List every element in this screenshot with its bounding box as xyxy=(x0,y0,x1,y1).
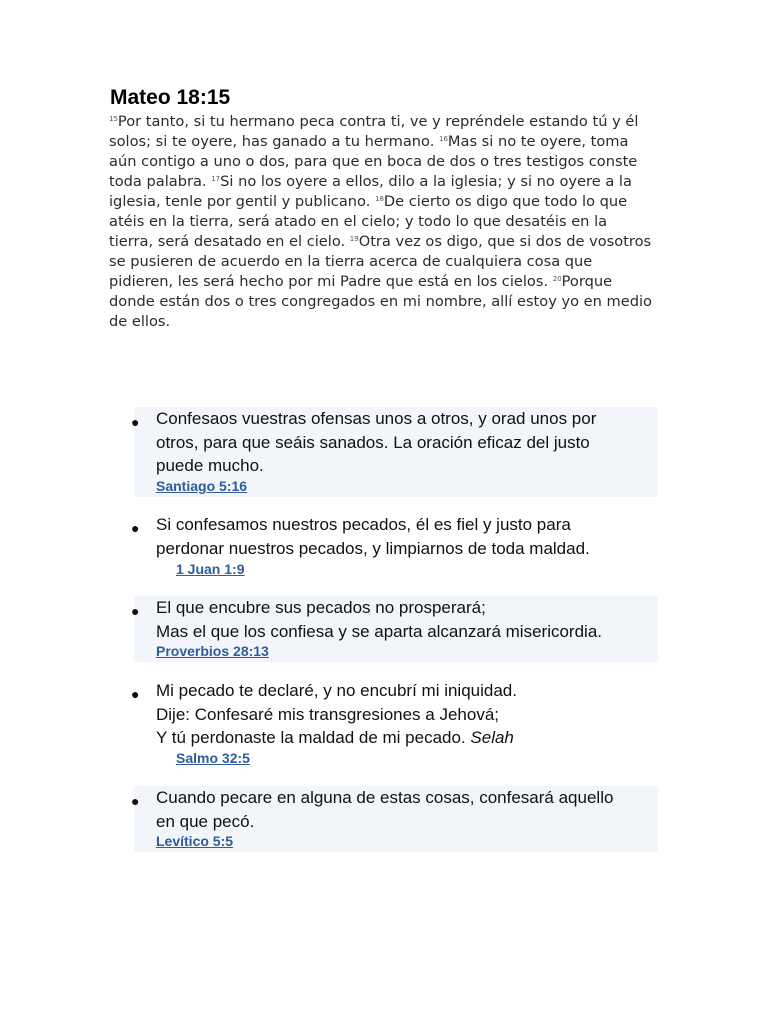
verse-text: Si no los oyere a ellos, dilo a la iglesia; y si no oyere a la iglesia, tenle por gentil y publicano. xyxy=(109,173,632,210)
bullet-icon: ● xyxy=(131,686,140,702)
reference-line: Dije: Confesaré mis transgresiones a Jehová; xyxy=(156,704,499,724)
selah-emphasis: Selah xyxy=(470,728,514,747)
reference-line: perdonar nuestros pecados, y limpiarnos de toda maldad. xyxy=(156,538,590,558)
reference-line: otros, para que seáis sanados. La oración eficaz del justo xyxy=(156,432,590,452)
verse-text: De cierto os digo que todo lo que atéis en la tierra, será atado en el cielo; y todo lo que desatéis en la tierra, será desatado en el cielo. xyxy=(109,193,628,250)
reference-link-santiago[interactable]: Santiago 5:16 xyxy=(156,478,248,494)
verse-number: 15 xyxy=(109,115,118,123)
reference-link-levitico[interactable]: Levítico 5:5 xyxy=(156,833,234,849)
reference-line xyxy=(156,726,652,750)
verse-text: Por tanto, si tu hermano peca contra ti, ve y repréndele estando tú y él solos; si te oyere, has ganado a tu hermano. xyxy=(109,113,639,150)
list-item xyxy=(131,513,658,581)
verse-number: 17 xyxy=(211,175,221,183)
bullet-icon: ● xyxy=(131,520,140,536)
reference-text xyxy=(156,679,652,750)
reference-line: Si confesamos nuestros pecados, él es fiel y justo para xyxy=(156,515,571,534)
reference-line: en que pecó. xyxy=(156,811,255,831)
reference-line: El que encubre sus pecados no prosperará; xyxy=(156,598,486,617)
list-item xyxy=(131,407,658,497)
reference-line: puede mucho. xyxy=(156,456,264,475)
list-item xyxy=(131,596,658,662)
list-item xyxy=(131,679,658,771)
passage-heading: Mateo 18:15 xyxy=(110,86,231,109)
verse-number: 18 xyxy=(374,195,384,203)
reference-text xyxy=(156,596,652,643)
reference-line-text: Y tú perdonaste la maldad de mi pecado. xyxy=(156,728,471,747)
verse-number: 19 xyxy=(349,235,359,243)
bullet-icon: ● xyxy=(131,414,140,430)
bullet-icon: ● xyxy=(131,793,140,809)
reference-text xyxy=(156,407,652,478)
reference-line: Mas el que los confiesa y se aparta alcanzará misericordia. xyxy=(156,621,602,641)
reference-text xyxy=(156,513,652,560)
verse-number: 16 xyxy=(438,135,448,143)
reference-line: Cuando pecare en alguna de estas cosas, confesará aquello xyxy=(156,788,614,807)
reference-line: Mi pecado te declaré, y no encubrí mi iniquidad. xyxy=(156,681,517,700)
reference-text xyxy=(156,786,652,833)
reference-link-proverbios[interactable]: Proverbios 28:13 xyxy=(156,643,269,659)
verse-number: 20 xyxy=(552,275,562,283)
reference-link-juan[interactable]: 1 Juan 1:9 xyxy=(176,561,245,577)
reference-link-salmo[interactable]: Salmo 32:5 xyxy=(176,750,250,766)
reference-line: Confesaos vuestras ofensas unos a otros, y orad unos por xyxy=(156,409,597,428)
list-item xyxy=(131,786,658,852)
verse-text: Mas si no te oyere, toma aún contigo a uno o dos, para que en boca de dos o tres testigos conste toda palabra. xyxy=(109,133,638,190)
verse-text: Otra vez os digo, que si dos de vosotros se pusieren de acuerdo en la tierra acerca de cualquiera cosa que pidieren, les será hecho por mi Padre que está en los cielos. xyxy=(109,233,652,290)
verse-text: Porque donde están dos o tres congregados en mi nombre, allí estoy yo en medio de ellos. xyxy=(109,273,652,330)
bullet-icon: ● xyxy=(131,603,140,619)
